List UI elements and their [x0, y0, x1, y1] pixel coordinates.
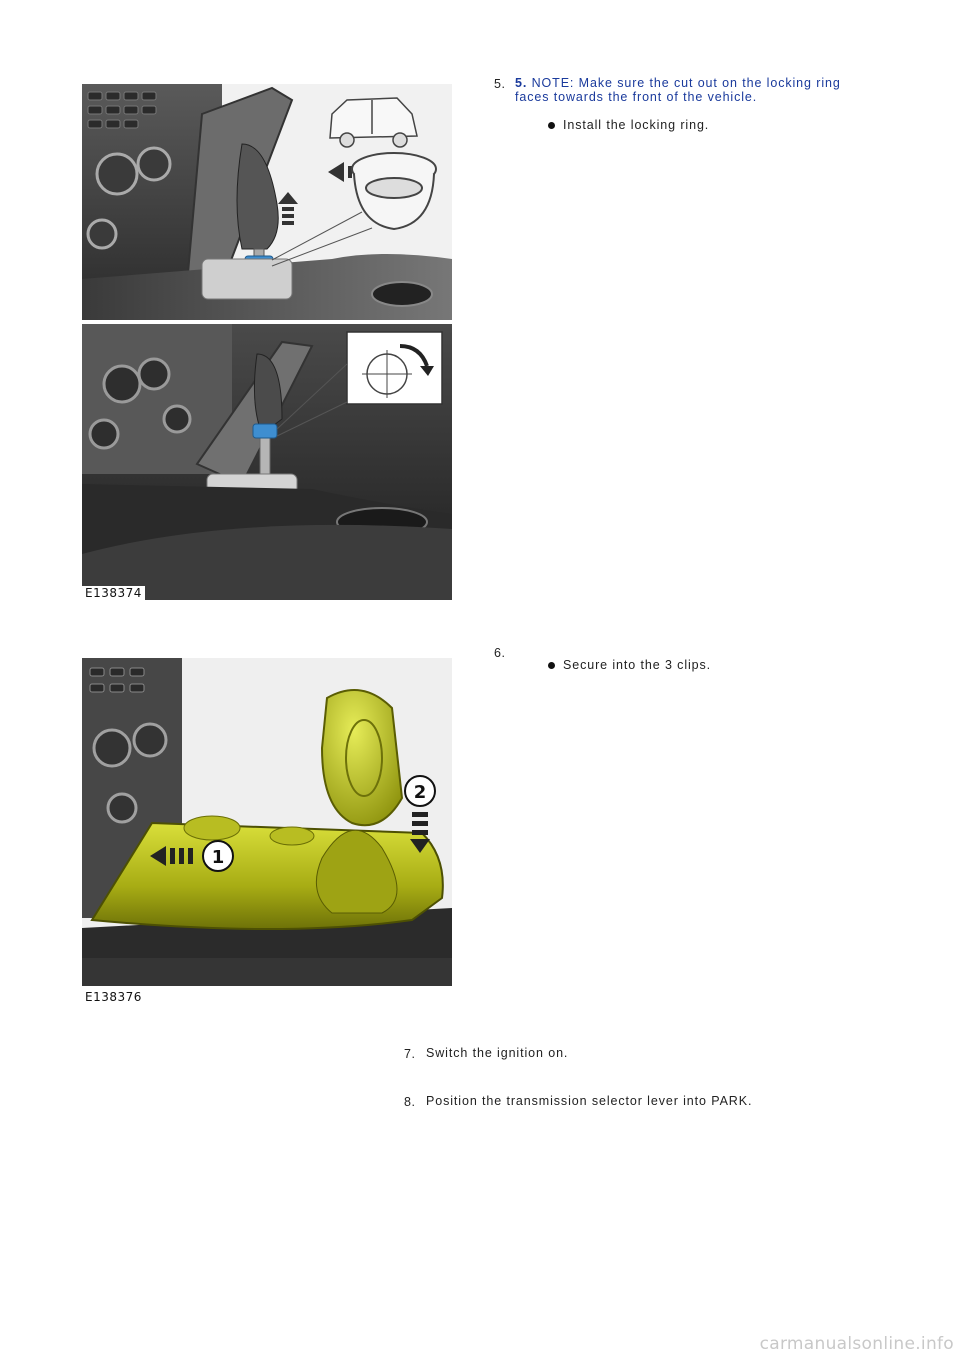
step-5-note-line2: faces towards the front of the vehicle.	[515, 90, 758, 104]
step-8-text: Position the transmission selector lever into PARK.	[426, 1094, 753, 1108]
watermark: carmanualsonline.info	[759, 1334, 954, 1354]
step-5-bullet-text: Install the locking ring.	[563, 118, 710, 132]
step-5-number: 5.	[494, 77, 506, 91]
bullet-icon	[548, 122, 555, 129]
step-8-number: 8.	[404, 1095, 416, 1109]
figure-code-e138376: E138376	[82, 990, 145, 1004]
step-5-inline-number: 5.	[515, 76, 528, 90]
console-trim-illustration	[82, 658, 452, 1004]
step-6-number: 6.	[494, 646, 506, 660]
step-5-note	[515, 76, 841, 91]
callout-1: 1	[211, 847, 225, 868]
step-7-text: Switch the ignition on.	[426, 1046, 569, 1060]
callout-2: 2	[413, 782, 427, 803]
figure-code-e138374: E138374	[82, 586, 145, 600]
step-7-number: 7.	[404, 1047, 416, 1061]
step-6-bullet-text: Secure into the 3 clips.	[563, 658, 712, 672]
locking-ring-illustration	[82, 84, 452, 600]
figure-e138374	[82, 84, 452, 600]
figure-e138376	[82, 658, 452, 1004]
bullet-icon	[548, 662, 555, 669]
step-5-note-line1: NOTE: Make sure the cut out on the locking ring	[531, 76, 841, 90]
